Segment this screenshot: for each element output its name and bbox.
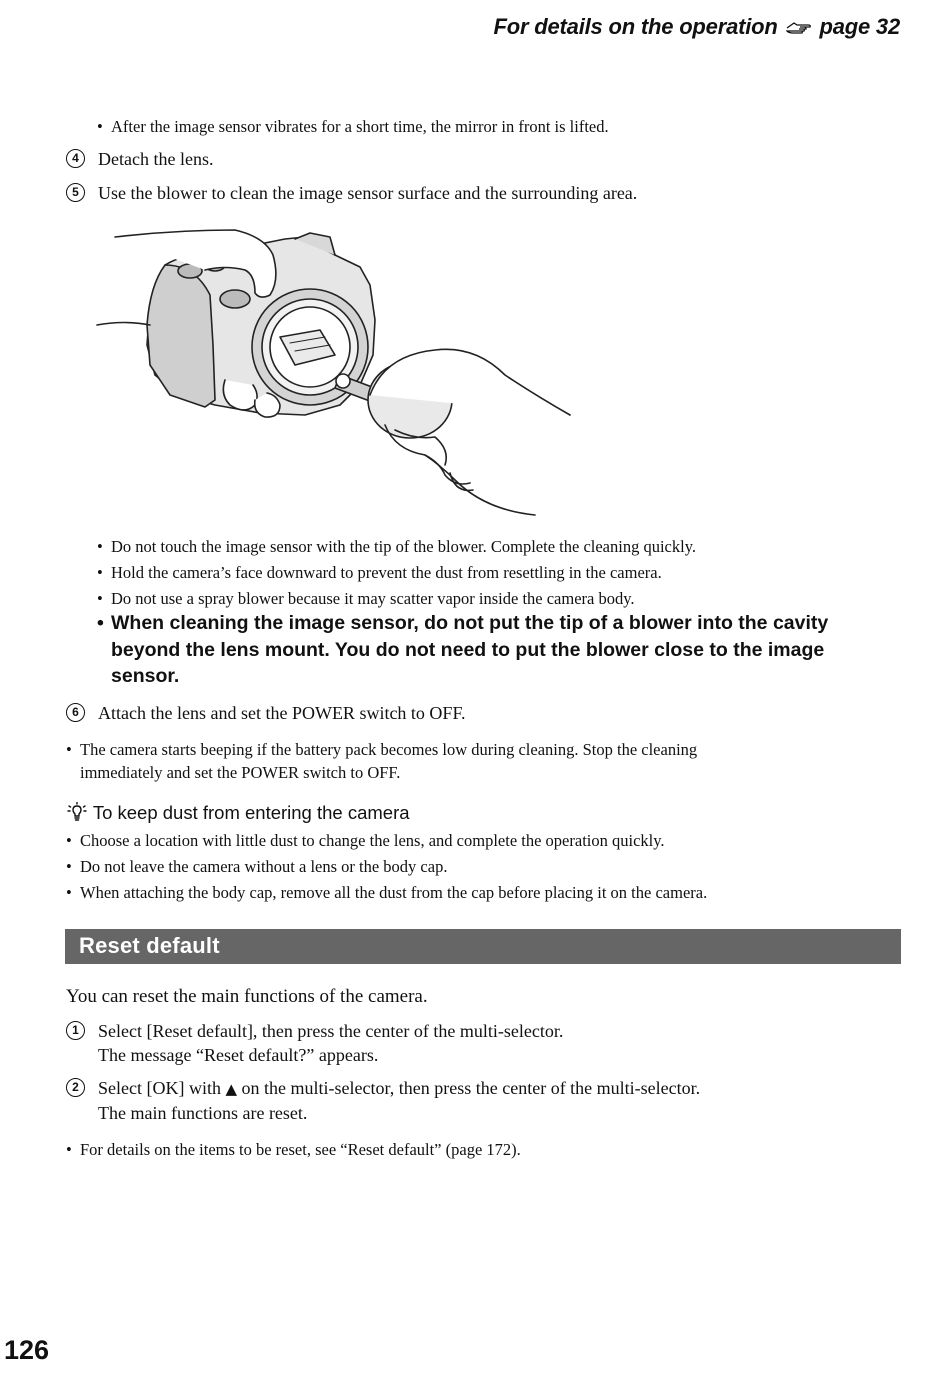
bullet-text: Do not leave the camera without a lens or the body cap. — [80, 857, 448, 876]
list-item — [66, 829, 665, 852]
step-6 — [66, 701, 466, 725]
step-number: 4 — [66, 149, 85, 168]
list-item — [97, 561, 662, 584]
page-number: 126 — [4, 1335, 50, 1365]
step-text-part: Select [OK] with — [98, 1078, 221, 1098]
bullet-text: When attaching the body cap, remove all the dust from the cap before placing it on the camera. — [80, 883, 708, 902]
bullet-text: Choose a location with little dust to change the lens, and complete the operation quickly. — [80, 831, 665, 850]
step-number: 6 — [66, 703, 85, 722]
bullet-text: For details on the items to be reset, see “Reset default” (page 172). — [80, 1140, 521, 1159]
up-arrow-icon: ▲ — [225, 1080, 238, 1098]
step-result: The message “Reset default?” appears. — [98, 1045, 379, 1065]
section-title: Reset default — [79, 933, 220, 958]
list-item — [97, 115, 609, 138]
camera-blower-cleaning-illustration — [95, 225, 575, 520]
lightbulb-hint-icon — [66, 802, 93, 823]
step-text: Select [Reset default], then press the center of the multi-selector. — [98, 1021, 564, 1041]
note-line: • The camera starts beeping if the battery pack becomes low during cleaning. Stop the cleaning — [80, 740, 698, 759]
bullet-text: Hold the camera’s face downward to prevent the dust from resettling in the camera. — [111, 563, 662, 582]
step-text: Attach the lens and set the POWER switch to OFF. — [98, 703, 466, 723]
step-text: Detach the lens. — [98, 149, 214, 169]
battery-note — [66, 738, 910, 784]
step-4 — [66, 147, 213, 171]
warning-line: sensor. — [111, 665, 180, 687]
step-text: Use the blower to clean the image sensor surface and the surrounding area. — [98, 183, 638, 203]
warning-line: beyond the lens mount. You do not need to put the blower close to the image — [111, 638, 825, 661]
tip-title: To keep dust from entering the camera — [92, 802, 410, 823]
tip-heading — [66, 802, 410, 824]
step-number: 1 — [66, 1021, 85, 1040]
step-result: The main functions are reset. — [98, 1103, 308, 1123]
pointing-hand-icon — [786, 14, 812, 40]
step-number: 2 — [66, 1078, 85, 1097]
note-line: immediately and set the POWER switch to OFF. — [80, 763, 401, 782]
list-item — [66, 881, 707, 904]
step-5 — [66, 181, 637, 205]
header-text: For details on the operation — [493, 14, 778, 39]
step-text-part: on the multi-selector, then press the center of the multi-selector. — [241, 1078, 701, 1098]
list-item — [97, 587, 635, 610]
bold-warning — [97, 610, 911, 690]
header-page-ref: page 32 — [819, 14, 900, 39]
reset-step-2 — [66, 1076, 700, 1125]
bullet-text: Do not touch the image sensor with the tip of the blower. Complete the cleaning quickly. — [111, 537, 697, 556]
list-item — [66, 1138, 521, 1161]
warning-line: • When cleaning the image sensor, do not put the tip of a blower into the cavity — [111, 612, 829, 634]
section-intro: You can reset the main functions of the camera. — [66, 986, 428, 1007]
reset-step-1 — [66, 1019, 563, 1067]
running-header — [494, 14, 900, 40]
bullet-text: After the image sensor vibrates for a short time, the mirror in front is lifted. — [111, 117, 609, 136]
step-text — [98, 1076, 700, 1101]
list-item — [66, 855, 447, 878]
list-item — [97, 535, 696, 558]
step-number: 5 — [66, 183, 85, 202]
section-header — [65, 929, 901, 964]
bullet-text: Do not use a spray blower because it may scatter vapor inside the camera body. — [111, 589, 635, 608]
